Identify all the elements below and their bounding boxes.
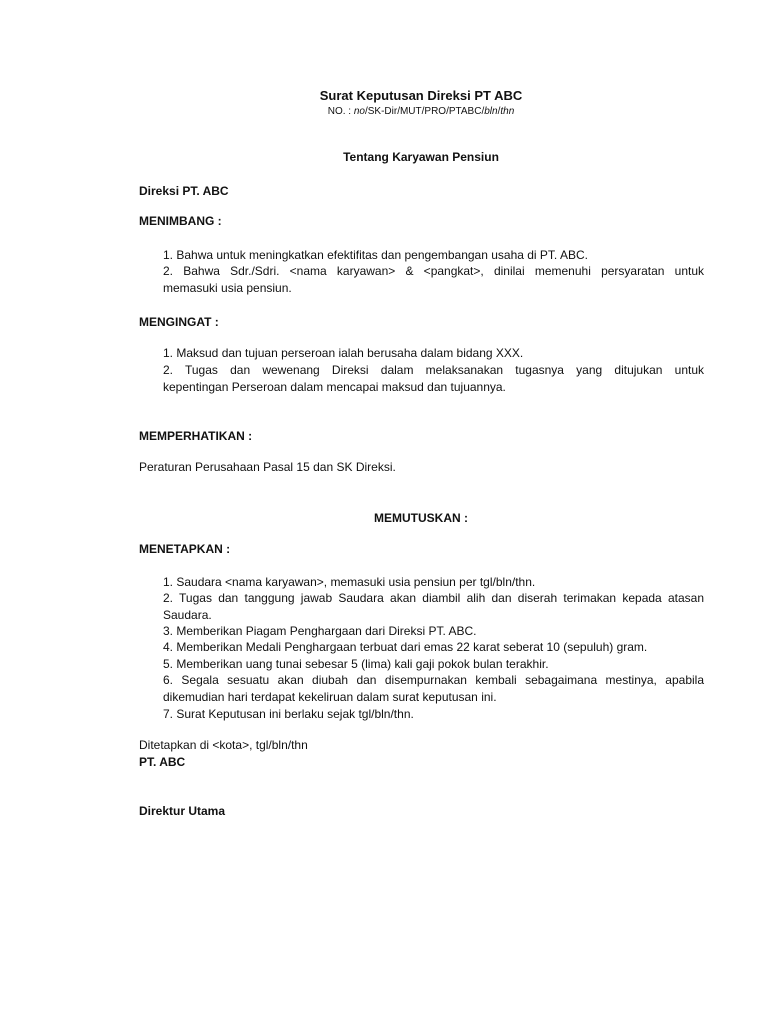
menetapkan-line: 1. Saudara <nama karyawan>, memasuki usia pensiun per tgl/bln/thn. — [163, 575, 536, 589]
mengingat-line: kepentingan Perseroan dalam mencapai maksud dan tujuannya. — [163, 380, 506, 394]
menetapkan-line: Saudara. — [163, 608, 212, 622]
document-title: Surat Keputusan Direksi PT ABC — [319, 88, 523, 103]
mengingat-line: 2. Tugas dan wewenang Direksi dalam melaksanakan tugasnya yang ditujukan untuk — [163, 363, 704, 377]
menimbang-line: memasuki usia pensiun. — [163, 281, 292, 295]
menimbang-line: 1. Bahwa untuk meningkatkan efektifitas dan pengembangan usaha di PT. ABC. — [163, 248, 588, 262]
number-mid: /SK-Dir/MUT/PRO/PTABC/ — [364, 106, 485, 117]
menimbang-line: 2. Bahwa Sdr./Sdri. <nama karyawan> & <pangkat>, dinilai memenuhi persyaratan untuk — [163, 264, 704, 278]
menetapkan-line: dikemudian hari terdapat kekeliruan dalam surat keputusan ini. — [163, 690, 497, 704]
menetapkan-line: 7. Surat Keputusan ini berlaku sejak tgl/bln/thn. — [163, 707, 414, 721]
document-number — [121, 104, 721, 120]
memutuskan-heading: MEMUTUSKAN : — [374, 511, 468, 525]
mengingat-line: 1. Maksud dan tujuan perseroan ialah berusaha dalam bidang XXX. — [163, 346, 524, 360]
menetapkan-heading: MENETAPKAN : — [139, 542, 231, 556]
menetapkan-line: 2. Tugas dan tanggung jawab Saudara akan diambil alih dan diserah terimakan kepada atasan — [163, 591, 704, 605]
menetapkan-line: 5. Memberikan uang tunai sebesar 5 (lima) kali gaji pokok bulan terakhir. — [163, 657, 549, 671]
menimbang-heading: MENIMBANG : — [139, 214, 222, 228]
number-no: no — [353, 106, 365, 117]
signatory: Direktur Utama — [139, 804, 226, 818]
number-sep: / — [497, 106, 501, 117]
document-subject: Tentang Karyawan Pensiun — [343, 150, 499, 164]
number-thn: thn — [500, 106, 515, 117]
memperhatikan-text: Peraturan Perusahaan Pasal 15 dan SK Direksi. — [139, 460, 396, 474]
company-name: PT. ABC — [139, 755, 186, 769]
number-prefix: NO. : — [327, 106, 354, 117]
menetapkan-line: 6. Segala sesuatu akan diubah dan disempurnakan kembali sebagaimana mestinya, apabila — [163, 673, 704, 687]
issuer: Direksi PT. ABC — [139, 184, 229, 198]
menetapkan-line: 3. Memberikan Piagam Penghargaan dari Direksi PT. ABC. — [163, 624, 477, 638]
mengingat-heading: MENGINGAT : — [139, 315, 219, 329]
memperhatikan-heading: MEMPERHATIKAN : — [139, 429, 253, 443]
place-date: Ditetapkan di <kota>, tgl/bln/thn — [139, 738, 308, 752]
menetapkan-line: 4. Memberikan Medali Penghargaan terbuat dari emas 22 karat seberat 10 (sepuluh) gram. — [163, 640, 648, 654]
number-bln: bln — [484, 106, 498, 117]
